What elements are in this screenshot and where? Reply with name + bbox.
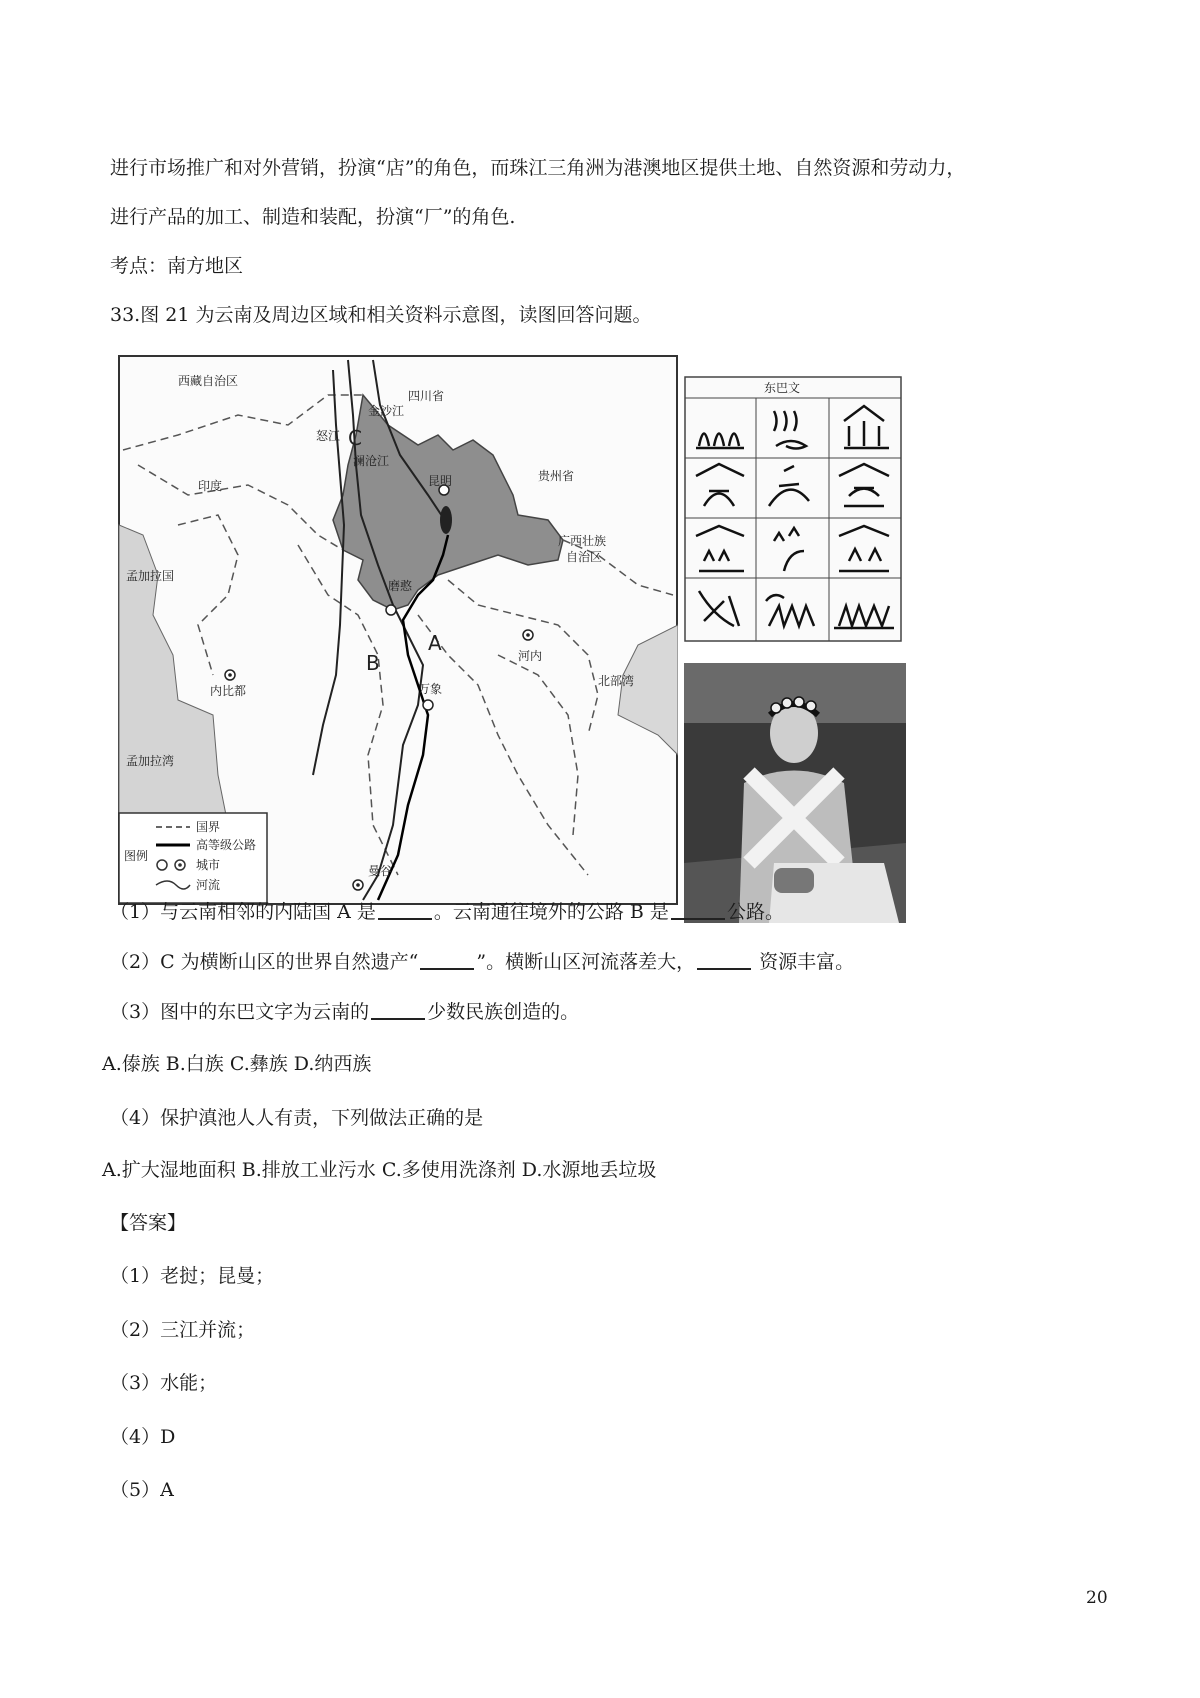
label-nujiang: 怒江	[316, 429, 341, 443]
q3-text-b: 少数民族创造的。	[427, 1001, 580, 1023]
dongba-title: 东巴文	[764, 381, 801, 395]
label-C: C	[348, 426, 362, 450]
yunnan-region-map	[118, 355, 678, 905]
label-B: B	[366, 651, 380, 675]
question-4-options: A.扩大湿地面积 B.排放工业污水 C.多使用洗涤剂 D.水源地丢垃圾	[102, 1159, 657, 1181]
q3-text-a: （3）图中的东巴文字为云南的	[110, 1001, 370, 1023]
question-33-title: 33.图 21 为云南及周边区域和相关资料示意图，读图回答问题。	[110, 304, 652, 326]
question-1-line	[110, 900, 784, 924]
q1-text-b: 。云南通往境外的公路 B 是	[433, 901, 669, 923]
q1-text-c: 公路。	[726, 901, 784, 923]
question-3-options: A.傣族 B.白族 C.彝族 D.纳西族	[102, 1053, 372, 1075]
map-legend	[119, 813, 267, 903]
answer-4: （4）D	[110, 1426, 176, 1448]
q1-blank-1[interactable]	[378, 900, 432, 920]
answer-5: （5）A	[110, 1479, 174, 1501]
q1-blank-2[interactable]	[671, 900, 725, 920]
label-guangxi-2: 自治区	[566, 550, 603, 564]
question-3-line	[110, 1000, 579, 1024]
dongba-script-panel	[684, 376, 902, 642]
answer-heading: 【答案】	[110, 1212, 187, 1234]
question-4-line: （4）保护滇池人人有责，下列做法正确的是	[110, 1107, 484, 1129]
label-guizhou: 贵州省	[538, 469, 575, 483]
legend-border: 国界	[196, 820, 221, 834]
q3-blank[interactable]	[371, 1000, 425, 1020]
page-number: 20	[1086, 1588, 1108, 1608]
label-beibu-bay: 北部湾	[598, 674, 635, 688]
label-A: A	[428, 631, 442, 655]
naxi-woman-photo	[684, 663, 906, 923]
label-india: 印度	[198, 479, 223, 493]
q2-blank-2[interactable]	[697, 950, 751, 970]
label-mohan: 磨憨	[388, 579, 413, 593]
legend-river: 河流	[196, 878, 221, 892]
label-naypyidaw: 内比都	[210, 684, 247, 698]
answer-3: （3）水能；	[110, 1372, 218, 1394]
label-bangkok: 曼谷	[368, 864, 393, 878]
label-jinshajiang: 金沙江	[368, 404, 405, 418]
label-guangxi-1: 广西壮族	[558, 534, 607, 548]
label-lancangjiang: 澜沧江	[353, 454, 390, 468]
paragraph-line-1: 进行市场推广和对外营销，扮演“店”的角色，而珠江三角洲为港澳地区提供土地、自然资源和劳动力，	[110, 157, 966, 179]
answer-2: （2）三江并流；	[110, 1319, 256, 1341]
q2-text-c: 资源丰富。	[753, 951, 855, 973]
q2-text-b: ”。横断山区河流落差大，	[476, 951, 696, 973]
question-2-line	[110, 950, 854, 974]
answer-1: （1）老挝；昆曼；	[110, 1265, 275, 1287]
legend-city: 城市	[196, 858, 221, 872]
label-bengal-bay: 孟加拉湾	[126, 754, 175, 768]
kaodian-line: 考点：南方地区	[110, 255, 244, 277]
label-vientiane: 万象	[418, 682, 443, 696]
paragraph-line-2: 进行产品的加工、制造和装配，扮演“厂”的角色.	[110, 206, 516, 228]
q2-text-a: （2）C 为横断山区的世界自然遗产“	[110, 951, 419, 973]
q2-blank-1[interactable]	[420, 950, 474, 970]
legend-highway: 高等级公路	[196, 838, 257, 852]
label-bangladesh: 孟加拉国	[126, 569, 175, 583]
label-tibet: 西藏自治区	[178, 374, 239, 388]
label-hanoi: 河内	[518, 649, 543, 663]
label-kunming: 昆明	[428, 474, 453, 488]
label-sichuan: 四川省	[408, 389, 445, 403]
legend-title: 图例	[124, 849, 149, 863]
q1-text-a: （1）与云南相邻的内陆国 A 是	[110, 901, 376, 923]
